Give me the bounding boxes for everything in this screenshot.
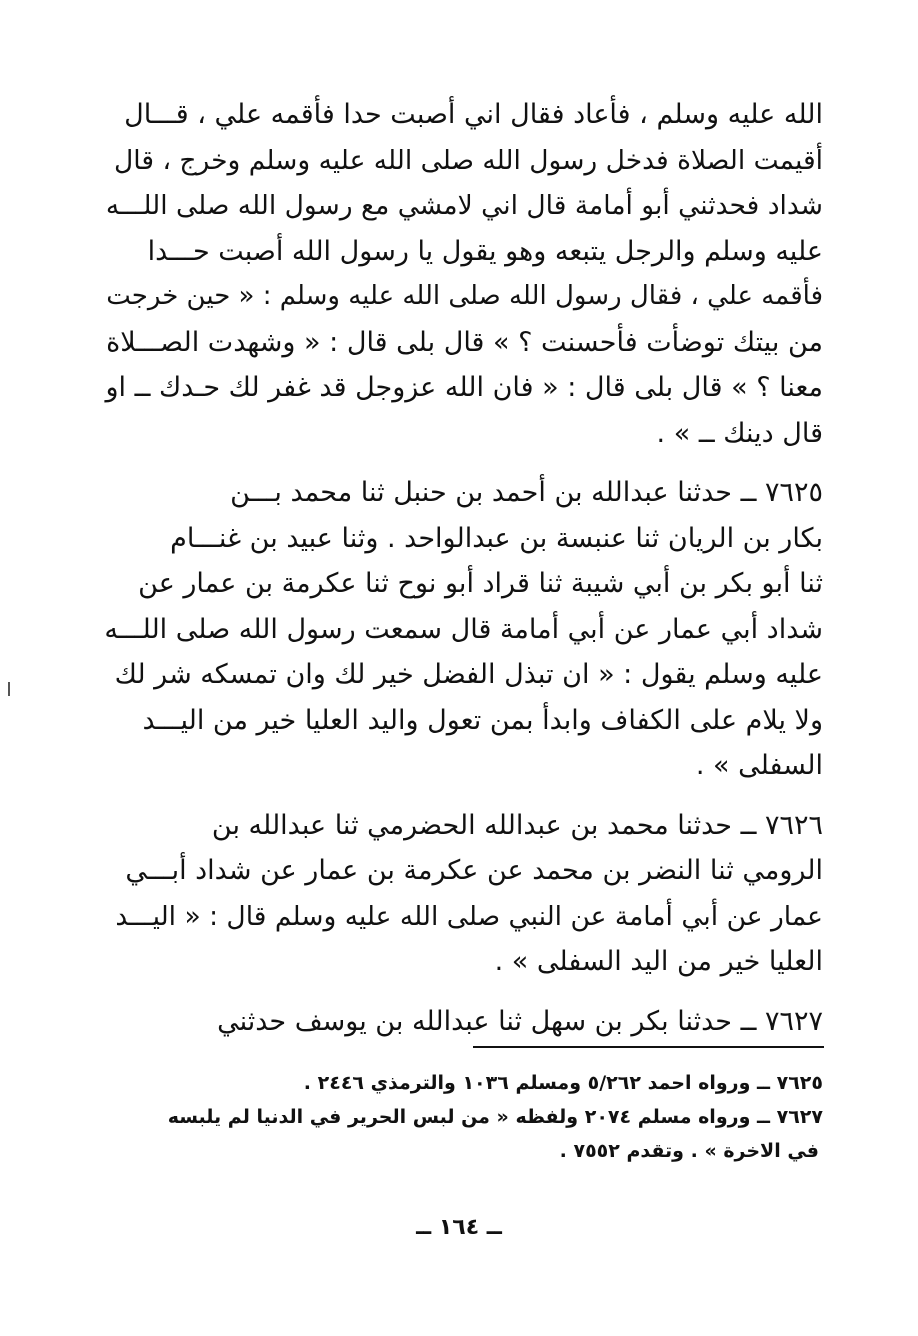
text-line: أقيمت الصلاة فدخل رسول الله صلى الله عليه وسلم وخرج ، قال xyxy=(114,144,823,176)
footnotes xyxy=(103,1066,823,1168)
text-line: الله عليه وسلم ، فأعاد فقال اني أصبت حدا فأقمه علي ، قـــال xyxy=(124,99,823,130)
text-line: معنا ؟ » قال بلى قال : « فان الله عزوجل قد غفر لك حـدك ــ او xyxy=(105,372,823,403)
text-line: قال دينك ــ » . xyxy=(656,417,823,449)
text-line: ٧٦٢٦ ــ حدثنا محمد بن عبدالله الحضرمي ثنا عبدالله بن xyxy=(211,809,823,841)
text-line: عليه وسلم والرجل يتبعه وهو يقول يا رسول الله أصبت حـــدا xyxy=(147,235,823,267)
text-line: ولا يلام على الكفاف وابدأ بمن تعول واليد العليا خير من اليـــد xyxy=(142,704,823,736)
footnote-7625: ٧٦٢٥ ــ ورواه احمد ٥/٢٦٢ ومسلم ١٠٣٦ والترمذي ٢٤٤٦ . xyxy=(303,1072,823,1094)
text-line: فأقمه علي ، فقال رسول الله صلى الله عليه وسلم : « حين خرجت xyxy=(106,281,823,311)
text-line: من بيتك توضأت فأحسنت ؟ » قال بلى قال : « وشهدت الصـــلاة xyxy=(106,326,823,358)
footnote-7627: ٧٦٢٧ ــ ورواه مسلم ٢٠٧٤ ولفظه « من لبس الحرير في الدنيا لم يلبسه xyxy=(167,1106,823,1128)
text-line: العليا خير من اليد السفلى » . xyxy=(494,946,823,977)
text-line: بكار بن الريان ثنا عنبسة بن عبدالواحد . وثنا عبيد بن غنـــام xyxy=(170,522,823,554)
text-line: شداد فحدثني أبو أمامة قال اني لامشي مع رسول الله صلى اللـــه xyxy=(105,190,823,221)
page-number: ــ ١٦٤ ــ xyxy=(416,1215,502,1240)
main-text xyxy=(103,92,823,1044)
footnote-divider xyxy=(473,1046,824,1048)
text-line: الرومي ثنا النضر بن محمد عن عكرمة بن عمار عن شداد أبـــي xyxy=(125,855,823,886)
paragraph-continuation xyxy=(103,92,823,456)
text-line: ثنا أبو بكر بن أبي شيبة ثنا قراد أبو نوح ثنا عكرمة بن عمار عن xyxy=(138,568,823,599)
footnote-7627-continued: في الاخرة » . وتقدم ٧٥٥٢ . xyxy=(559,1140,819,1162)
text-line: ٧٦٢٧ ــ حدثنا بكر بن سهل ثنا عبدالله بن يوسف حدثني xyxy=(217,1005,823,1037)
hadith-7627 xyxy=(103,999,823,1045)
hadith-7625 xyxy=(103,470,823,789)
text-line: السفلى » . xyxy=(695,750,823,781)
text-line: ٧٦٢٥ ــ حدثنا عبدالله بن أحمد بن حنبل ثنا محمد بـــن xyxy=(230,477,823,508)
text-line: شداد أبي عمار عن أبي أمامة قال سمعت رسول الله صلى اللـــه xyxy=(104,613,823,645)
text-line: عمار عن أبي أمامة عن النبي صلى الله عليه وسلم قال : « اليـــد xyxy=(115,900,823,932)
text-line: عليه وسلم يقول : « ان تبذل الفضل خير لك وان تمسكه شر لك xyxy=(114,659,823,690)
hadith-7626 xyxy=(103,803,823,985)
scan-margin-mark xyxy=(8,682,10,696)
